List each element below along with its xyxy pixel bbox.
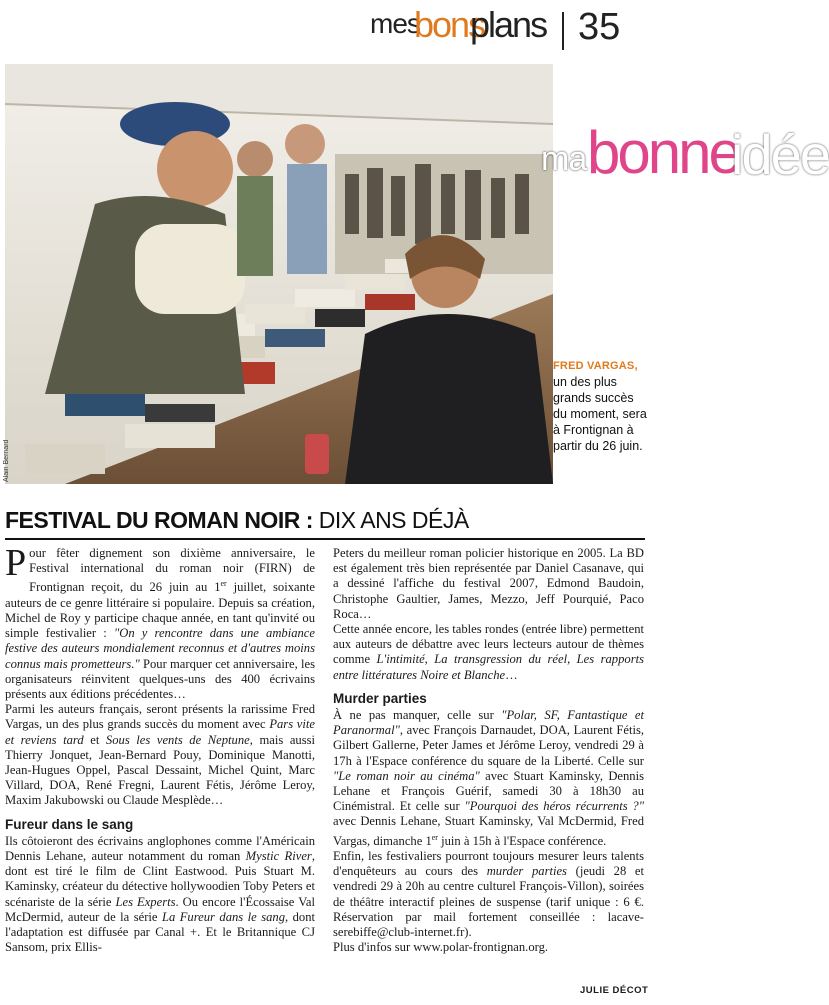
rubric-ma: ma [541,140,587,178]
rubric-bonne: bonne [587,119,739,186]
paragraph: Parmi les auteurs français, seront présents la rarissime Fred Vargas, un des plus grands succès du moment avec Pars vite et reviens tard et Sous les vents de Neptune, mais aussi Thierry Jonquet, Jean-Bernard Pouy, Dominique Manotti, Jean-Hugues Oppel, Pascal Dessaint, Michel Quint, Marc Villard, DOA, René Fregni, Laurent Fétis, Jérôme Leroy, Maxim Jakubowski ou Claude Mesplède… [5,702,316,808]
article-headline [5,507,469,534]
caption-text: un des plus grands succès du moment, sera à Frontignan à partir du 26 juin. [553,375,647,453]
headline-rule [5,538,645,540]
header-divider [562,12,564,50]
photo-caption [553,358,648,454]
subheading: Murder parties [333,690,427,706]
festival-photo [5,64,553,484]
paragraph: Peters du meilleur roman policier historique en 2005. La BD est également très bien représentée par Daniel Casanave, qui a dessiné l'affiche du festival 2007, Edmond Baudoin, Christophe Gaultier, James, Mezzo, Jeff Pourquié, Paco Roca… [333,546,644,621]
drop-cap: P [5,542,27,584]
headline-main: FESTIVAL DU ROMAN NOIR : [5,507,313,533]
page-header [0,0,650,62]
paragraph: Plus d'infos sur www.polar-frontignan.org. [333,940,549,955]
article-column-1 [5,542,316,955]
headline-sub: DIX ANS DÉJÀ [318,507,469,533]
paragraph: Ils côtoieront des écrivains anglophones comme l'Américain Dennis Lehane, auteur notamment du roman Mystic River, dont est tiré le film de Clint Eastwood. Puis Stuart M. Kaminsky, créateur du détective hollywoodien Toby Peters et scénariste de la série Les Experts. Ou encore l'Écossaise Val McDermid, auteur de la série La Fureur dans le sang, dont l'adaptation est diffusée par Canal +. Et le Britannique CJ Sansom, prix Ellis- [5,833,316,955]
paragraph: Cette année encore, les tables rondes (entrée libre) permettent aux auteurs de débattre avec leurs lecteurs autour de thèmes comme L'intimité, La transgression du réel, Les rapports entre littératures Noire et Blanche… [333,622,644,682]
subheading: Fureur dans le sang [5,816,134,832]
paragraph: Enfin, les festivaliers pourront toujours mesurer leurs talents d'enquêteurs au cours des murder parties (jeudi 28 et vendredi 29 à 20h au centre culturel François-Villon), soirées de théâtre interactif pleines de suspense (tarif unique : 6 €. Réservation par mail fortement conseillée : lacave-serebiffe@club-internet.fr). [333,849,644,940]
rubric-idee: idée [731,123,829,186]
photo-credit: Alain Bernard [3,439,10,482]
section-title-bons: bons [414,4,485,45]
caption-name: FRED VARGAS, [553,360,638,372]
author-byline: JULIE DÉCOT [580,985,649,996]
section-title-plans: plans [470,4,547,45]
page-number: 35 [578,6,621,48]
article-column-2 [333,546,644,955]
section-title-mes: mes [370,8,420,39]
paragraph: À ne pas manquer, celle sur "Polar, SF, Fantastique et Paranormal", avec François Darnaudet, DOA, Laurent Fétis, Gilbert Gallerne, Peter James et Jérôme Leroy, vendredi 29 à 17h à l'Espace conférence du square de la Liberté. Celle sur "Le roman noir au cinéma" avec Stuart Kaminsky, Dennis Lehane et François Guérif, samedi 30 à 18h30 au Cinémistral. Et celle sur "Pourquoi des héros récurrents ?" avec Dennis Lehane, Stuart Kaminsky, Val McDermid, Fred Vargas, dimanche 1er juin à 15h à l'Espace conférence. [333,708,644,848]
paragraph: Pour fêter dignement son dixième anniversaire, le Festival international du roman noir (FIRN) de Frontignan reçoit, du 26 juin au 1er juillet, soixante auteurs de ce genre littéraire si populaire. Depuis sa création, Michel de Roy y participe chaque année, en tant qu'invité ou simple festivalier : "On y rencontre dans une ambiance festive des auteurs mondialement reconnus et d'autres moins connus mais prometteurs." Pour marquer cet anniversaire, les organisateurs réinvitent quelques-uns des 400 écrivains présents aux éditions précédentes… [5,542,315,702]
